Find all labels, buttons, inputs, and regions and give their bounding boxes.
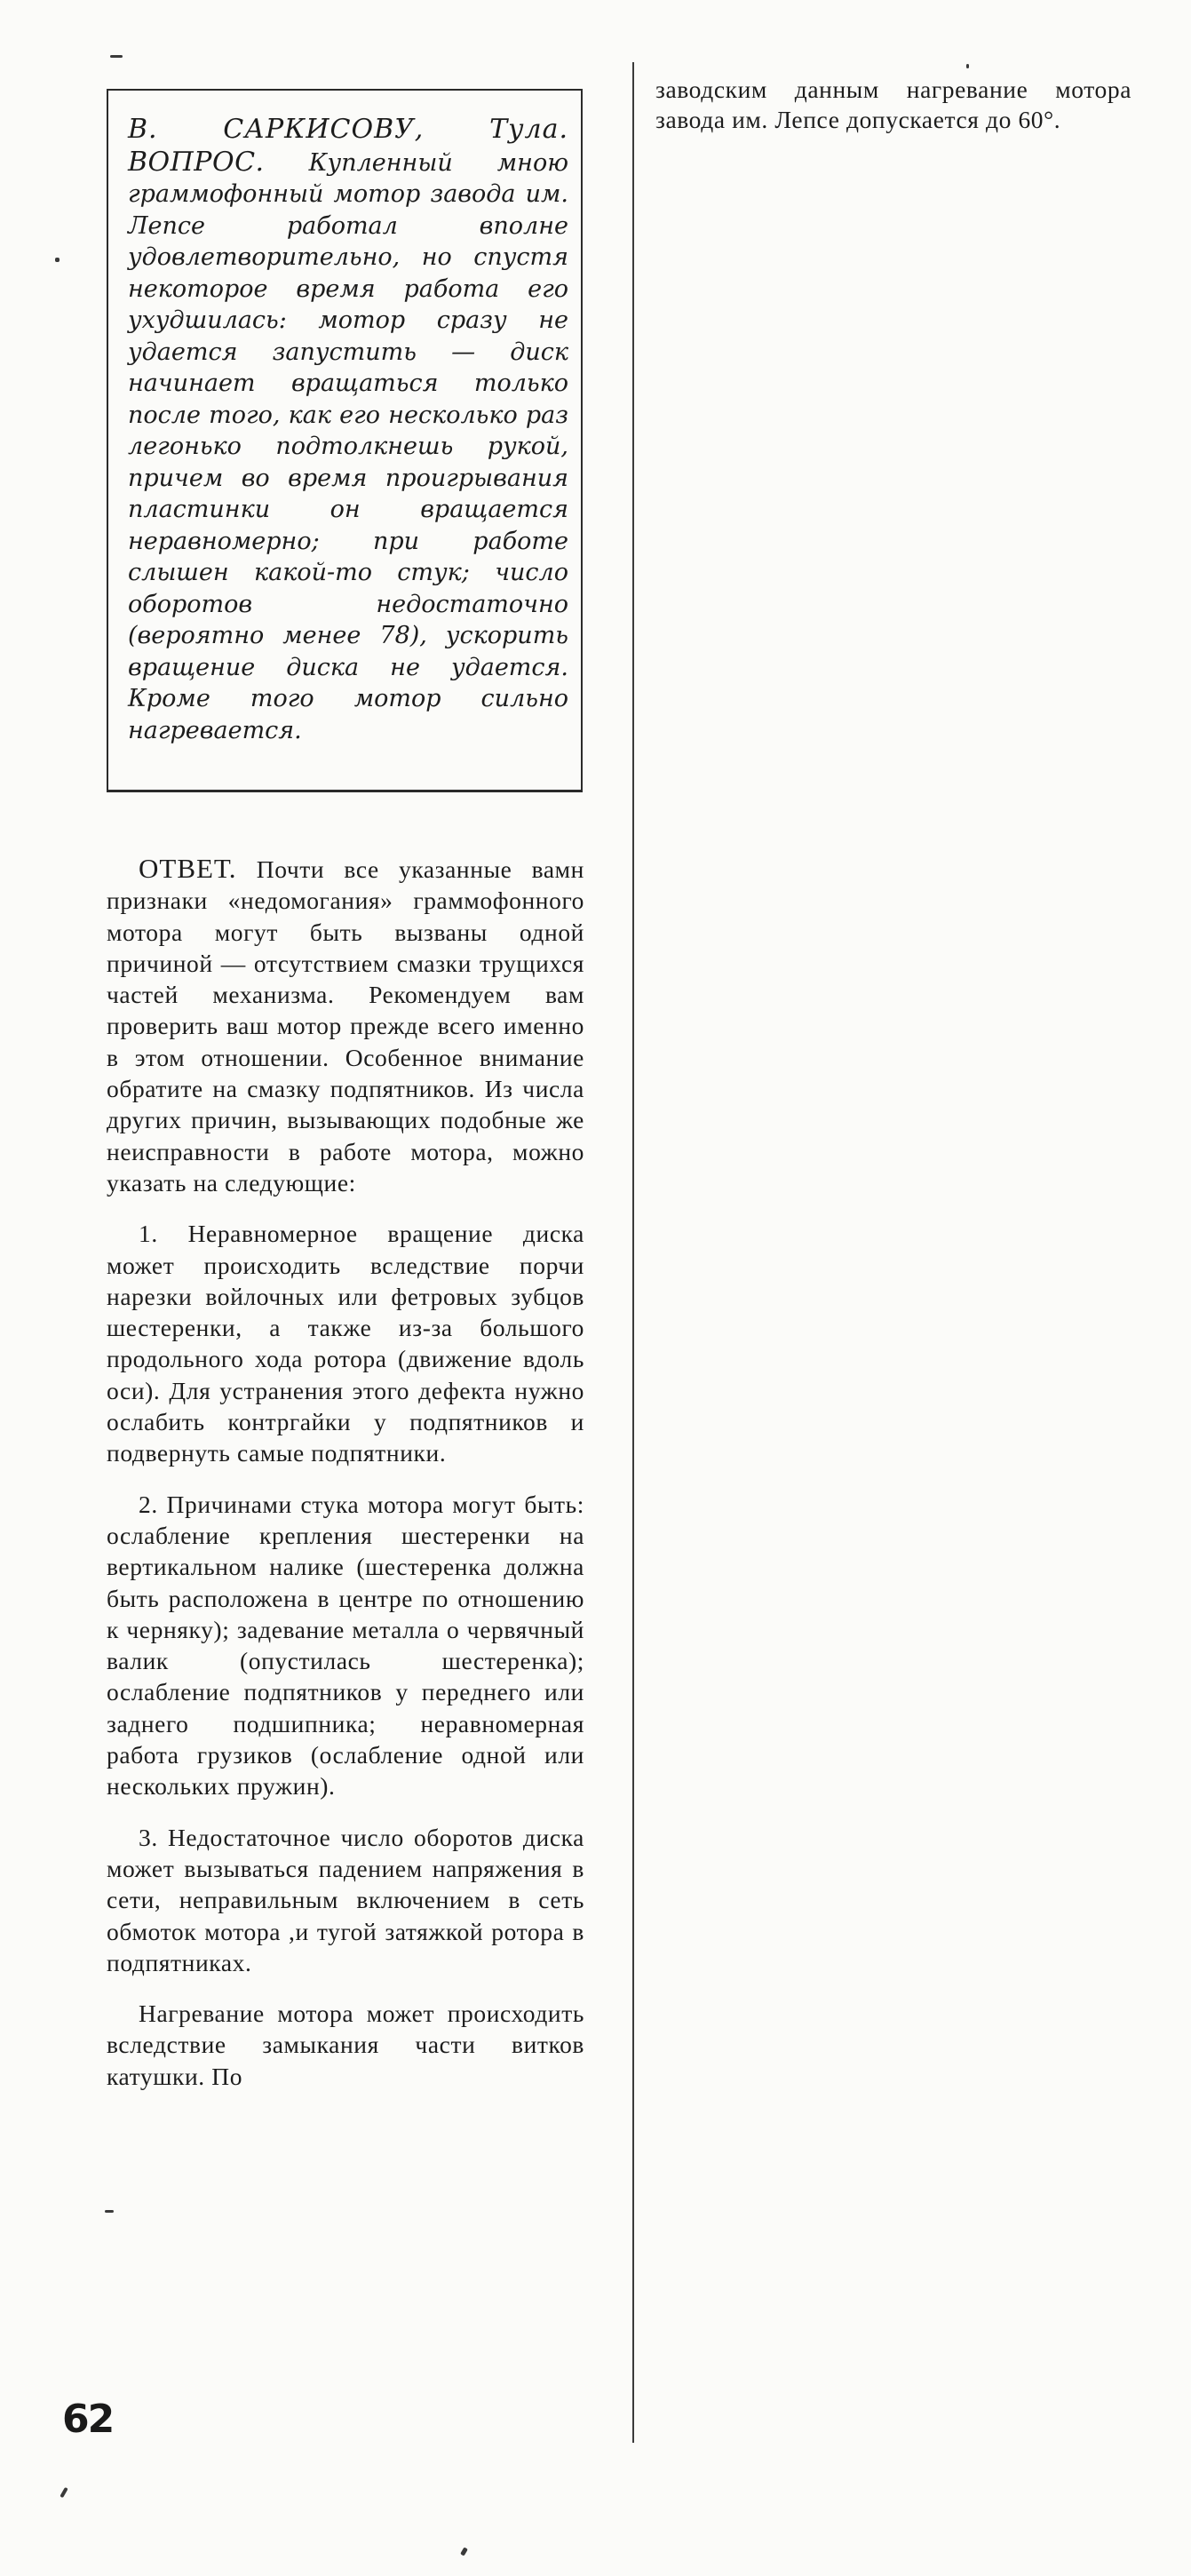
continuation-paragraph: заводским данным нагревание мотора завода им. Лепсе допускается до 60°. <box>655 76 1131 133</box>
column-divider <box>632 62 634 2443</box>
scan-speck <box>55 258 60 262</box>
question-label: ВОПРОС. <box>128 146 265 178</box>
answer-section <box>107 853 584 2092</box>
scan-speck <box>460 2547 468 2556</box>
question-addressee: В. САРКИСОВУ, Тула. <box>128 114 568 145</box>
answer-intro-text: Почти все указанные вамн признаки «недомогания» граммофонного мотора могут быть вызваны одной причиной — отсутствием смазки трущихся частей механизма. Рекомендуем вам проверить ваш мотор прежде всего именно в этом отношении. Особенное внимание обратите на смазку подпятников. Из числа других причин, вызывающих подобные же неисправности в работе мотора, можно указать на следующие: <box>107 855 584 1197</box>
answer-intro-paragraph <box>107 853 584 1198</box>
scan-speck <box>966 64 969 68</box>
answer-item-1: 1. Неравномерное вращение диска может происходить вследствие порчи нарезки войлочных или фетровых зубцов шестеренки, а также из-за большого продольного хода ротора (движение вдоль оси). Для устранения этого дефекта нужно ослабить контргайки у подпятников и подвернуть самые подпятники. <box>107 1220 584 1467</box>
scan-speck <box>105 2210 114 2213</box>
answer-closing-paragraph: Нагревание мотора может происходить вследствие замыкания части витков катушки. По <box>107 2000 584 2090</box>
right-column <box>655 75 1131 135</box>
question-paragraph <box>128 114 568 746</box>
question-box <box>107 89 583 792</box>
answer-item-2: 2. Причинами стука мотора могут быть: ослабление крепления шестеренки на вертикальном налике (шестеренка должна быть расположена в центре по отношению к черняку); задевание металла о червячный валик (опустилась шестеренка); ослабление подпятников у переднего или заднего подшипника; неравномерная работа грузиков (ослабление одной или нескольких пружин). <box>107 1490 584 1801</box>
scan-speck <box>60 2487 67 2498</box>
answer-label: ОТВЕТ. <box>139 853 237 884</box>
page-number: 62 <box>62 2397 114 2442</box>
scan-speck <box>110 55 123 58</box>
question-text: Купленный мною граммофонный мотор завода им. Лепсе работал вполне удовлетворительно, но спустя некоторое время работа его ухудшилась: мотор сразу не удается запустить — диск начинает вращаться только после того, как его несколько раз легонько подтолкнешь рукой, причем во время проигрывания пластинки он вращается неравномерно; при работе слышен какой-то стук; число оборотов недостаточно (вероятно менее 78), ускорить вращение диска не удается. Кроме того мотор сильно нагревается. <box>128 148 568 744</box>
answer-item-3: 3. Недостаточное число оборотов диска может вызываться падением напряжения в сети, неправильным включением в сеть обмоток мотора ,и тугой затяжкой ротора в подпятниках. <box>107 1823 584 1976</box>
